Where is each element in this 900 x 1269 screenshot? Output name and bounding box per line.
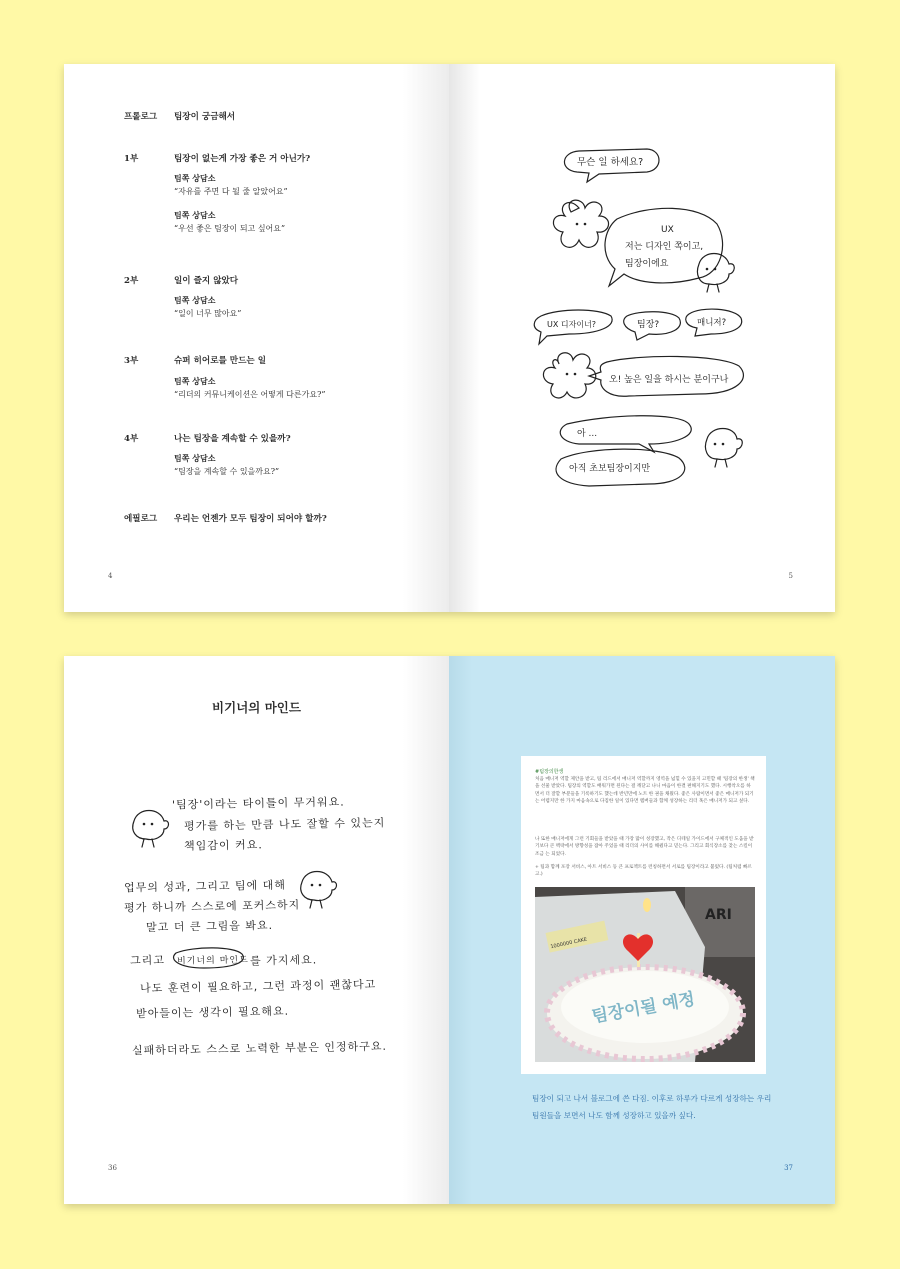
handwritten-line: 실패하더라도 스스로 노력한 부분은 인정하구요. [131, 1039, 388, 1058]
toc-title: 우리는 언젠가 모두 팀장이 되어야 할까? [174, 514, 327, 524]
handwritten-line: 나도 훈련이 필요하고, 그런 과정이 괜찮다고 [139, 977, 377, 996]
book-spread-toc [64, 64, 835, 612]
page-4-contents [64, 64, 449, 612]
handwritten-line: 평가 하니까 스스로에 포커스하지 [123, 898, 301, 915]
bubble-text: 매니저? [697, 318, 727, 328]
cake-photo [535, 887, 755, 1062]
page-37-blog [449, 656, 835, 1204]
bubble-text: UX 디자이너? [547, 320, 597, 329]
chick-doodle [301, 872, 337, 901]
subentry-quote: “자유를 주면 다 될 줄 알았어요” [174, 187, 288, 196]
bubble-text: UX [661, 225, 674, 235]
toc-label: 1부 [124, 154, 139, 164]
bubble-text: 아 ... [577, 429, 598, 439]
subentry-heading: 팀쪽 상담소 [174, 453, 216, 463]
toc-subentry [174, 451, 279, 479]
toc-title: 나는 팀장을 계속할 수 있을까? [174, 434, 291, 444]
handwritten-line: 평가를 하는 만큼 나도 잘할 수 있는지 [183, 816, 386, 833]
photo-caption: 팀장이 되고 나서 블로그에 쓴 다짐. 이후로 하루가 다르게 성장하는 우리 팀원들을 보면서 나도 함께 성장하고 있을까 싶다. [532, 1094, 772, 1120]
subentry-heading: 팀쪽 상담소 [174, 210, 216, 220]
flower-doodle [553, 200, 608, 247]
page-title: 비기너의 마인드 [212, 700, 301, 715]
toc-title: 일이 즐지 않았다 [174, 276, 239, 286]
page-5-illustration [449, 64, 835, 612]
subentry-heading: 팀쪽 상담소 [174, 173, 216, 183]
toc-label: 3부 [124, 356, 139, 366]
page-number: 4 [108, 572, 113, 580]
blog-post-card [521, 756, 766, 1074]
toc-entry-part1 [124, 152, 310, 164]
cake-text: 팀장이될 예정 [590, 989, 697, 1028]
handwritten-line: 업무의 성과, 그리고 팀에 대해 [123, 878, 287, 895]
chick-doodle [133, 811, 169, 840]
toc-subentry [174, 171, 288, 199]
toc-title: 팀장이 궁금해서 [174, 112, 236, 122]
toc-title: 팀장이 없는게 가장 좋은 거 아닌가? [174, 154, 311, 164]
blog-paragraph: + 팀과 함께 포장 서비스, 아트 서비스 등 큰 프로젝트를 런칭하면서 서로를 팀장이라고 불렀다. (팀처럼 빠르고.) [535, 865, 752, 878]
bubble-text: 아직 초보팀장이지만 [569, 464, 651, 474]
blog-hashtag: #팀장의한생 [535, 769, 564, 775]
blog-paragraph: 나 또한 매니저에게 그런 기회들을 받았을 때 가장 많이 성장했고, 작은 디테일 가이드에서 구체적인 도움을 받기보다 큰 맥락에서 방향성을 잡아 주었을 때 리더의 사이를 해줬다고 믿는다. 그리고 회식장소를 찾는 스킬이 조금 는 되었다. [535, 837, 754, 857]
handwritten-line: 그리고 [129, 953, 166, 968]
toc-entry-part2 [124, 274, 238, 286]
toc-entry-prologue [124, 110, 235, 122]
cake-photo-drawing [535, 887, 755, 1062]
toc-label: 프롤로그 [124, 112, 158, 122]
toc-subentry [174, 374, 325, 402]
doodle-conversation [449, 64, 835, 612]
bubble-text: 팀장? [637, 320, 660, 330]
page-number: 36 [108, 1164, 117, 1172]
toc-entry-part3 [124, 354, 266, 366]
toc-entry-epilogue [124, 512, 327, 524]
bubble-text: 팀장이에요 [625, 259, 669, 269]
handwritten-line: 받아들이는 생각이 필요해요. [135, 1004, 290, 1021]
page-number: 37 [784, 1164, 793, 1172]
flower-doodle [543, 353, 595, 398]
bubble-text: 저는 디자인 쪽이고, [625, 242, 704, 252]
subentry-heading: 팀쪽 상담소 [174, 376, 216, 386]
bubble-text: 무슨 일 하세요? [577, 157, 644, 168]
toc-subentry [174, 208, 285, 236]
shirt-text: ARI [705, 907, 732, 923]
handwritten-line: 말고 더 큰 그림을 봐요. [145, 918, 274, 935]
book-spread-beginner-mind [64, 656, 835, 1204]
handwritten-line: 를 가지세요. [249, 953, 318, 968]
toc-title: 슈퍼 히어로를 만드는 일 [174, 356, 266, 366]
subentry-quote: “우선 좋은 팀장이 되고 싶어요” [174, 224, 286, 233]
subentry-heading: 팀쪽 상담소 [174, 295, 216, 305]
toc-entry-part4 [124, 432, 291, 444]
blog-paragraph: 처음 매니저 역할 제안을 받고, 팀 리드에서 매니저 역할까지 영역을 넓힐 수 있을지 고민할 때 '팀장의 한생' 책을 선물 받았다. 팀장의 역할도 배워가면 된다는 걸 깨닫고 나니 마음이 한결 편해지기도 했다. 시행착오를 하면서 더 잘할 부분들을 기록하기도 했는데 반년만에 노트 한 권을 채웠다. 좋은 사람이면서 좋은 매니저가 되기는 어렵지만 한 가지 마음속으로 다짐한 일이 있다면 멤버들과 함께 성장하는 리더 혹은 매니저가 되고 싶다. [535, 777, 755, 805]
highlighted-phrase: 비기너의 마인드 [176, 955, 249, 967]
subentry-quote: “팀장을 계속할 수 있을까요?” [174, 467, 280, 476]
page-36-handwritten [64, 656, 449, 1204]
page-number: 5 [788, 572, 793, 580]
toc-label: 4부 [124, 434, 139, 444]
toc-subentry [174, 293, 241, 321]
toc-label: 2부 [124, 276, 139, 286]
handwritten-line: 책임감이 커요. [183, 838, 263, 853]
subentry-quote: “리더의 커뮤니케이션은 어떻게 다른가요?” [174, 390, 326, 399]
handwritten-line: '팀장'이라는 타이틀이 무거워요. [171, 795, 345, 812]
subentry-quote: “일이 너무 많아요” [174, 309, 242, 318]
box-label: 1000000 CAKE [549, 936, 588, 951]
bubble-text: 오! 높은 일을 하시는 분이구나 [609, 375, 729, 385]
toc-label: 에필로그 [124, 514, 158, 524]
